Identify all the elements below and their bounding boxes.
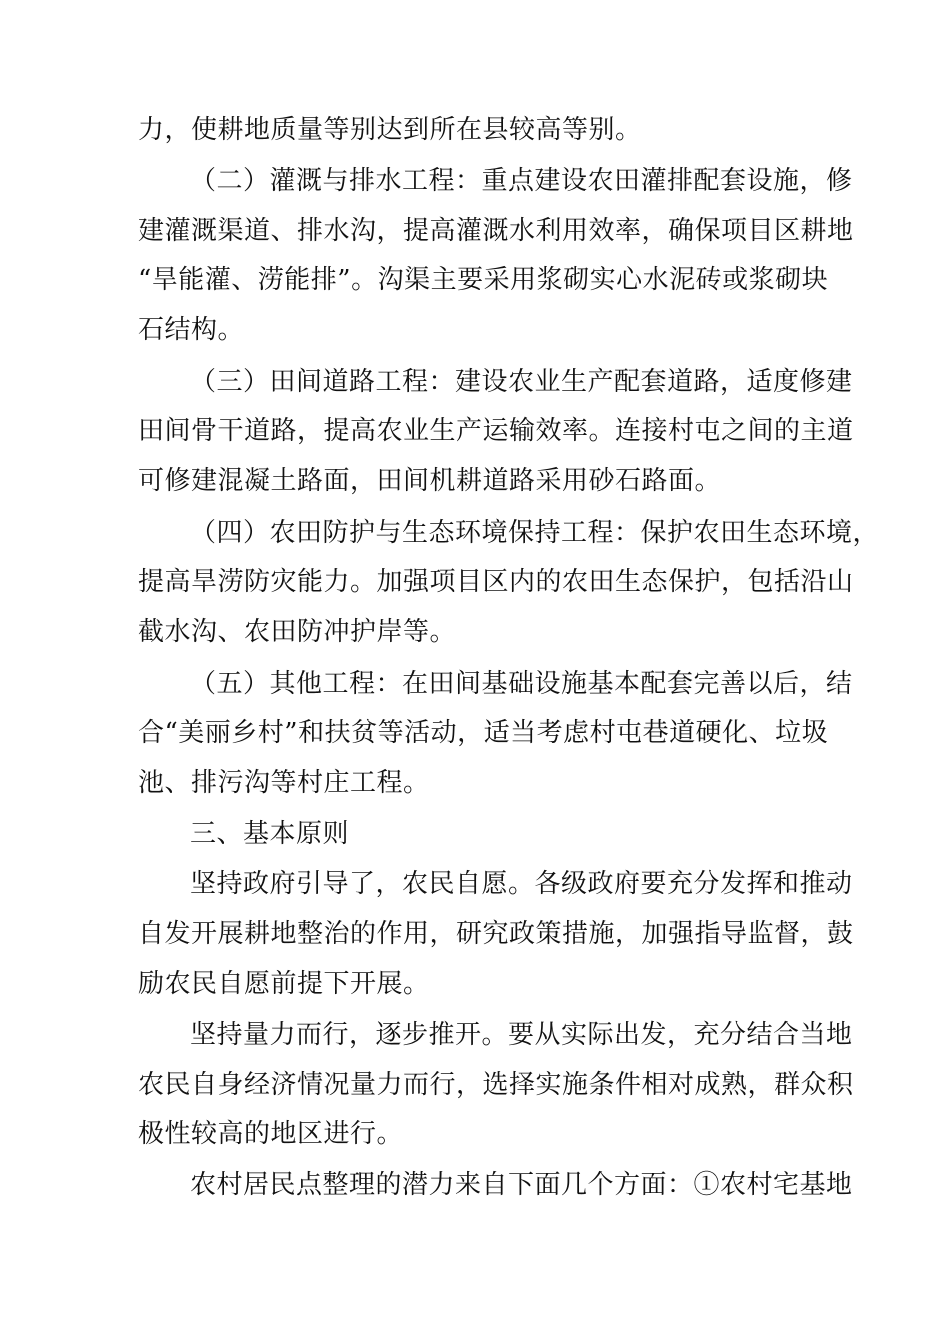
text-line-13: 合“美丽乡村”和扶贫等活动，适当考虑村屯巷道硬化、垃圾 bbox=[138, 718, 829, 748]
text-line-21: 极性较高的地区进行。 bbox=[138, 1119, 404, 1149]
text-line-2: （二）灌溉与排水工程：重点建设农田灌排配套设施，修 bbox=[190, 166, 853, 196]
text-line-14: 池、排污沟等村庄工程。 bbox=[138, 768, 430, 798]
text-line-11: 截水沟、农田防冲护岸等。 bbox=[138, 617, 457, 647]
text-line-1: 力，使耕地质量等别达到所在县较高等别。 bbox=[138, 115, 642, 145]
text-line-18: 励农民自愿前提下开展。 bbox=[138, 969, 430, 999]
text-line-4: “旱能灌、涝能排”。沟渠主要采用浆砌实心水泥砖或浆砌块 bbox=[138, 265, 829, 295]
text-line-5: 石结构。 bbox=[138, 315, 245, 345]
section-heading: 三、基本原则 bbox=[190, 819, 350, 849]
text-line-8: 可修建混凝土路面，田间机耕道路采用砂石路面。 bbox=[138, 466, 722, 496]
text-line-7: 田间骨干道路，提高农业生产运输效率。连接村屯之间的主道 bbox=[138, 416, 854, 446]
text-line-17: 自发开展耕地整治的作用，研究政策措施，加强指导监督，鼓 bbox=[138, 919, 854, 949]
text-line-9: （四）农田防护与生态环境保持工程：保护农田生态环境， bbox=[190, 518, 880, 548]
text-line-6: （三）田间道路工程：建设农业生产配套道路，适度修建 bbox=[190, 367, 853, 397]
text-line-22: 农村居民点整理的潜力来自下面几个方面：①农村宅基地 bbox=[190, 1170, 853, 1200]
text-line-10: 提高旱涝防灾能力。加强项目区内的农田生态保护，包括沿山 bbox=[138, 567, 854, 597]
text-line-3: 建灌溉渠道、排水沟，提高灌溉水利用效率，确保项目区耕地 bbox=[138, 216, 854, 246]
text-line-12: （五）其他工程：在田间基础设施基本配套完善以后，结 bbox=[190, 669, 853, 699]
text-line-16: 坚持政府引导了，农民自愿。各级政府要充分发挥和推动 bbox=[190, 869, 853, 899]
text-line-20: 农民自身经济情况量力而行，选择实施条件相对成熟，群众积 bbox=[138, 1070, 854, 1100]
text-line-19: 坚持量力而行，逐步推开。要从实际出发，充分结合当地 bbox=[190, 1020, 853, 1050]
